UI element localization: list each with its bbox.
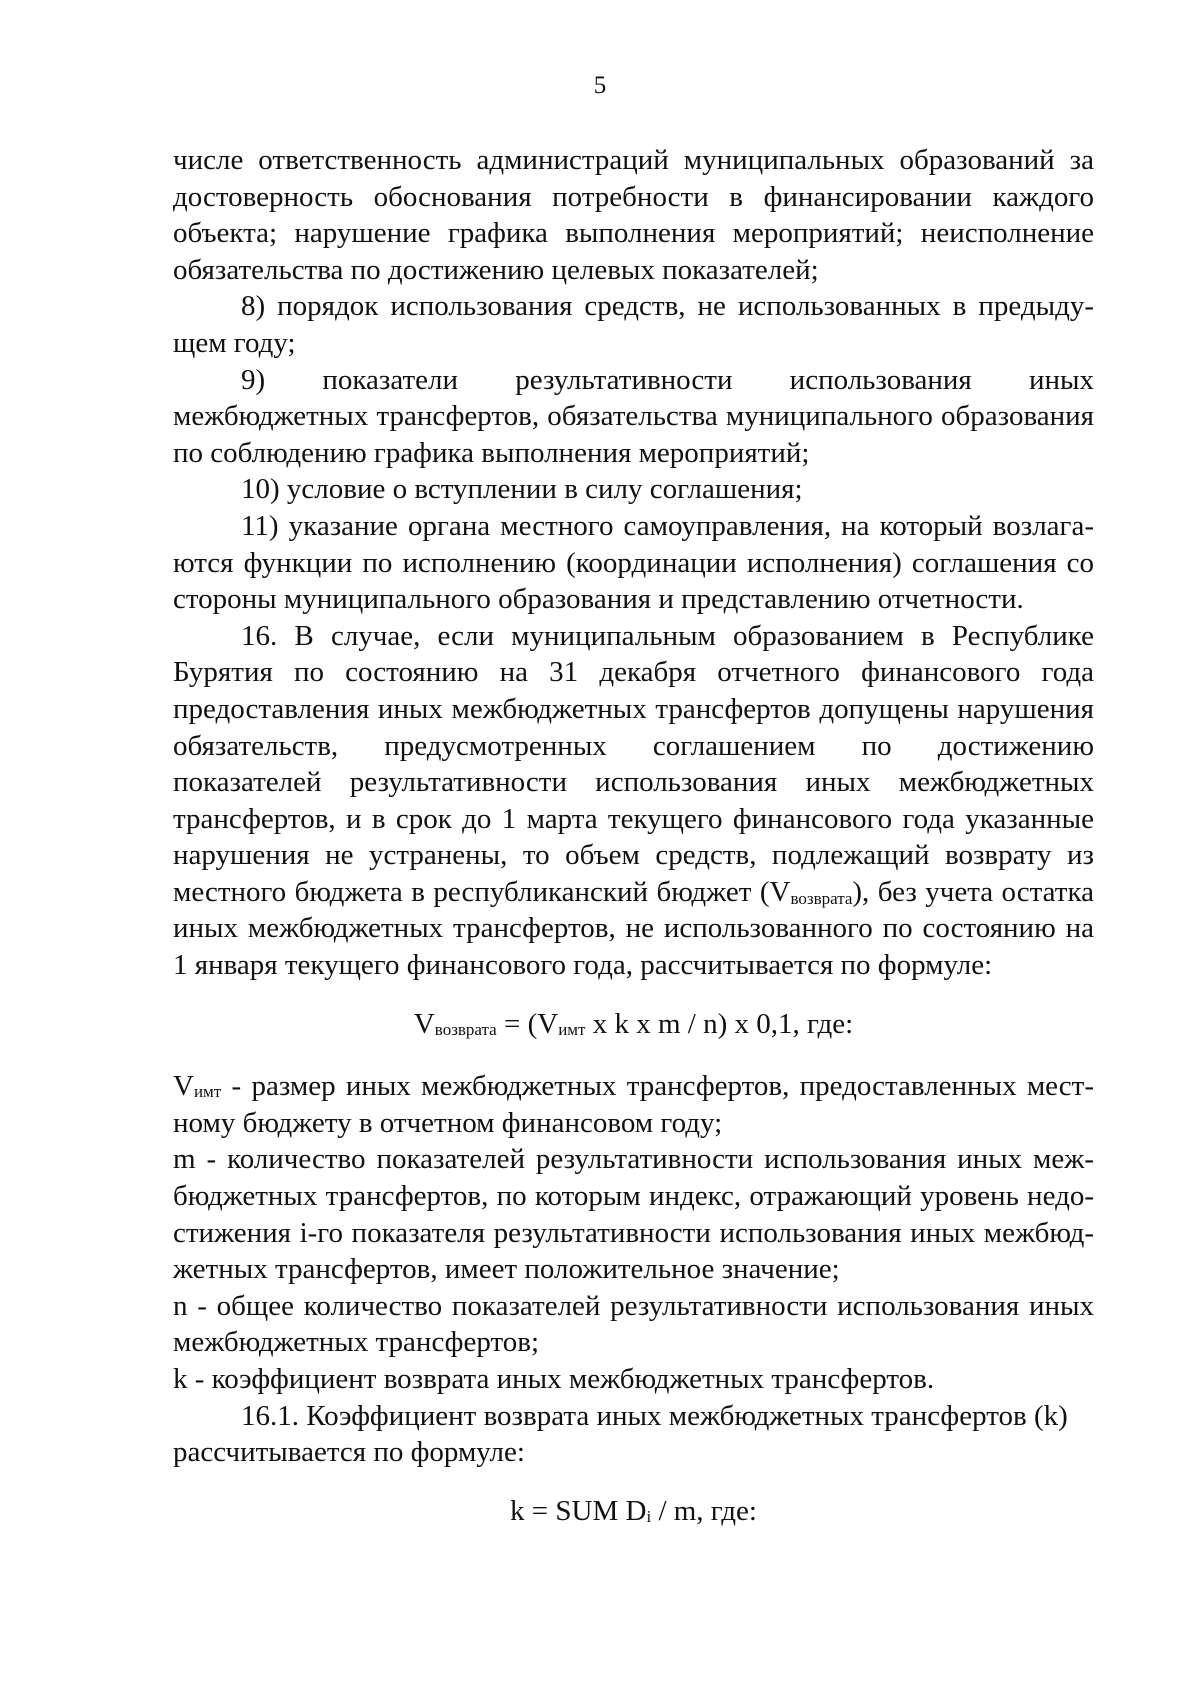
formula-rest: x k x m / n) x 0,1, где: — [585, 1007, 854, 1040]
formula-k-sub-i: i — [646, 1506, 652, 1526]
formula-sub-imt: имт — [558, 1019, 586, 1039]
formula-mid: = (V — [496, 1007, 559, 1040]
paragraph-16-part-1: 16. В случае, если муниципальным образованием в Республике Бурятия по состоянию на 31 декабря отчетного финансового года предоставления иных межбюджетных трансфертов допущены нарушения обязательств, предусмотренных соглашением по достижению показателей результативности использования иных межбюджетных трансфертов, и в срок до 1 марта текущего финансового года указанные нарушения не устранены, то объем средств, подлежащий возврату из местного бюджета в республиканский бюджет (V — [173, 619, 1094, 908]
formula-k-part-1: k = SUM D — [510, 1494, 647, 1527]
formula-k — [173, 1493, 1094, 1530]
paragraph-16-part-2: ), без учета остатка иных межбюджетных трансфертов, не использованного по состоянию на 1 января текущего финансового года, рассчитывается по формуле: — [173, 875, 1094, 982]
definition-k: k - коэффициент возврата иных межбюджетных трансфертов. — [173, 1363, 935, 1395]
definition-n: n - общее количество показателей результативности использования иных межбюджетных трансфертов; — [173, 1289, 1094, 1359]
formula-return-volume — [173, 1006, 1094, 1043]
paragraph-16-1-continued: рассчитывается по формуле: — [173, 1436, 525, 1469]
paragraph-16-1: 16.1. Коэффициент возврата иных межбюджетных трансфертов (k) — [241, 1399, 1068, 1432]
paragraph-item-8: 8) порядок использования средств, не использованных в предыдущем году; — [173, 290, 1094, 359]
page-number: 5 — [593, 72, 607, 99]
formula-v: V — [413, 1007, 435, 1040]
paragraph-responsibility: числе ответственность администраций муниципальных образований за достоверность обоснования потребности в финансировании каждого объекта; нарушение графика выполнения мероприятий; неисполнение обязательства по достижению целевых показателей; — [173, 144, 1094, 286]
paragraph-item-9: 9) показатели результативности использования иных межбюджетных трансфертов, обязательства муниципального образования по соблюдению графика выполнения мероприятий; — [173, 363, 1094, 469]
paragraph-item-11: 11) указание органа местного самоуправления, на который возлагаются функции по исполнению (координации исполнения) соглашения со стороны муниципального образования и представлению отчетности. — [173, 509, 1094, 616]
definition-v-imt-text: - размер иных межбюджетных трансфертов, предоставленных местному бюджету в отчетном финансовом году; — [173, 1070, 1094, 1139]
v-return-subscript: возврата — [790, 888, 853, 908]
formula-sub-return: возврата — [434, 1019, 497, 1039]
definition-v: V — [173, 1070, 194, 1103]
formula-k-part-2: / m, где: — [651, 1494, 757, 1527]
definition-m: m - количество показателей результативности использования иных межбюджетных трансфертов, по которым индекс, отражающий уровень недостижения i-го показателя результативности использования иных межбюджетных трансфертов, имеет положительное значение; — [173, 1143, 1094, 1286]
paragraph-item-10: 10) условие о вступлении в силу соглашения; — [241, 473, 803, 506]
document-body — [173, 142, 1094, 1529]
paragraph-16 — [173, 618, 1094, 984]
definition-v-imt — [173, 1068, 1094, 1141]
definition-sub-imt: имт — [193, 1082, 222, 1102]
